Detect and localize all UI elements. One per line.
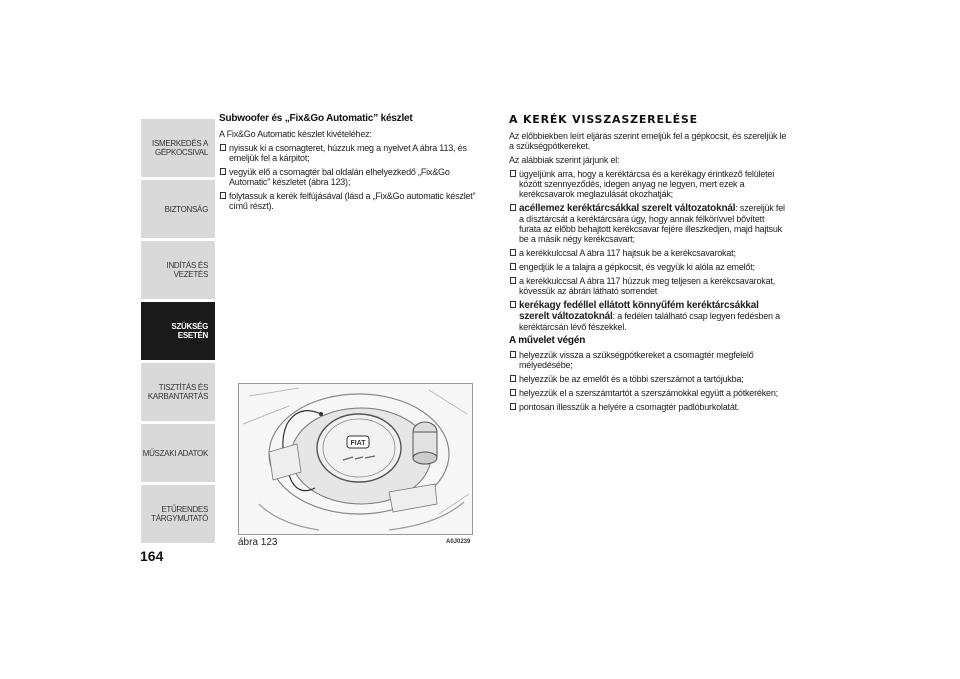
- right-column: [509, 113, 787, 416]
- tab-muszaki-adatok[interactable]: MŰSZAKI ADATOK: [141, 424, 211, 482]
- list-item: nyissuk ki a csomagteret, húzzuk meg a nyelvet A ábra 113, és emeljük fel a kárpitot;: [219, 143, 481, 163]
- figure-123-spare-wheel-well: [238, 383, 473, 535]
- list-item: kerékagy fedéllel ellátott könnyűfém keréktárcsákkal szerelt változatoknál: a fedélen található csap legyen fedésben a keréktárcsán lévő fészekkel.: [509, 300, 787, 332]
- list-item: a kerékkulccsal A ábra 117 húzzuk meg teljesen a kerékcsavarokat, kövessük az ábrán látható sorrendet: [509, 276, 787, 296]
- left-intro: A Fix&Go Automatic készlet kivételéhez:: [219, 129, 372, 139]
- end-list: [509, 350, 787, 412]
- list-item: helyezzük be az emelőt és a többi szerszámot a tartójukba;: [509, 374, 787, 384]
- list-item: pontosan illesszük a helyére a csomagtér padlóburkolatát.: [509, 402, 787, 412]
- tab-tisztitas-es-karbantartas[interactable]: TISZTÍTÁS ÉS KARBANTARTÁS: [141, 363, 211, 421]
- tab-ismerkedes[interactable]: ISMERKEDÉS A GÉPKOCSIVAL: [141, 119, 211, 177]
- tab-biztonsag[interactable]: BIZTONSÁG: [141, 180, 211, 238]
- list-item: folytassuk a kerék felfújásával (lásd a „Fix&Go automatic készlet” című részt).: [219, 191, 481, 211]
- right-intro-2: Az alábbiak szerint járjunk el:: [509, 155, 620, 165]
- tab-inditas-es-vezetes[interactable]: INDÍTÁS ÉS VEZETÉS: [141, 241, 211, 299]
- figure-caption: ábra 123: [238, 537, 278, 548]
- right-list: [509, 169, 787, 332]
- left-list: [219, 143, 481, 211]
- trunk-illustration: [239, 384, 472, 534]
- section-heading: A KERÉK VISSZASZERELÉSE: [509, 113, 698, 126]
- fiat-logo: FIAT: [350, 440, 366, 447]
- tab-szukseg-eseten[interactable]: SZÜKSÉG ESETÉN: [141, 302, 211, 360]
- tab-targymutato[interactable]: ETŰRENDES TÁRGYMUTATÓ: [141, 485, 211, 543]
- list-item: helyezzük vissza a szükségpótkereket a csomagtér megfelelő mélyedésébe;: [509, 350, 787, 370]
- list-item: acéllemez keréktárcsákkal szerelt változatoknál: szereljük fel a dísztárcsát a keréktárcsára úgy, hogy annak félkörívvel bővített furata az előbb behajtott kerékcsavar fejére illeszkedjen, majd hajtsuk be a másik négy kerékcsavart;: [509, 203, 787, 244]
- left-column: [219, 113, 481, 215]
- subwoofer-heading: Subwoofer és „Fix&Go Automatic” készlet: [219, 113, 413, 124]
- page-number: 164: [140, 548, 164, 564]
- list-item: helyezzük el a szerszámtartót a szerszámokkal együtt a pótkeréken;: [509, 388, 787, 398]
- list-item: engedjük le a talajra a gépkocsit, és vegyük ki alóla az emelőt;: [509, 262, 787, 272]
- right-intro-1: Az előbbiekben leírt eljárás szerint emeljük fel a gépkocsit, és szereljük le a szükségpótkereket.: [509, 131, 787, 151]
- list-item: a kerékkulccsal A ábra 117 hajtsuk be a kerékcsavarokat;: [509, 248, 787, 258]
- figure-code: A0J0239: [446, 539, 471, 545]
- operation-end-heading: A művelet végén: [509, 335, 586, 346]
- list-item: vegyük elő a csomagtér bal oldalán elhelyezkedő „Fix&Go Automatic” készletet (ábra 123);: [219, 167, 481, 187]
- list-item: ügyeljünk arra, hogy a keréktárcsa és a kerékagy érintkező felületei között szennyeződés, idegen anyag ne legyen, mert ezek a kerékcsavarok meglazulását okozhatják;: [509, 169, 787, 199]
